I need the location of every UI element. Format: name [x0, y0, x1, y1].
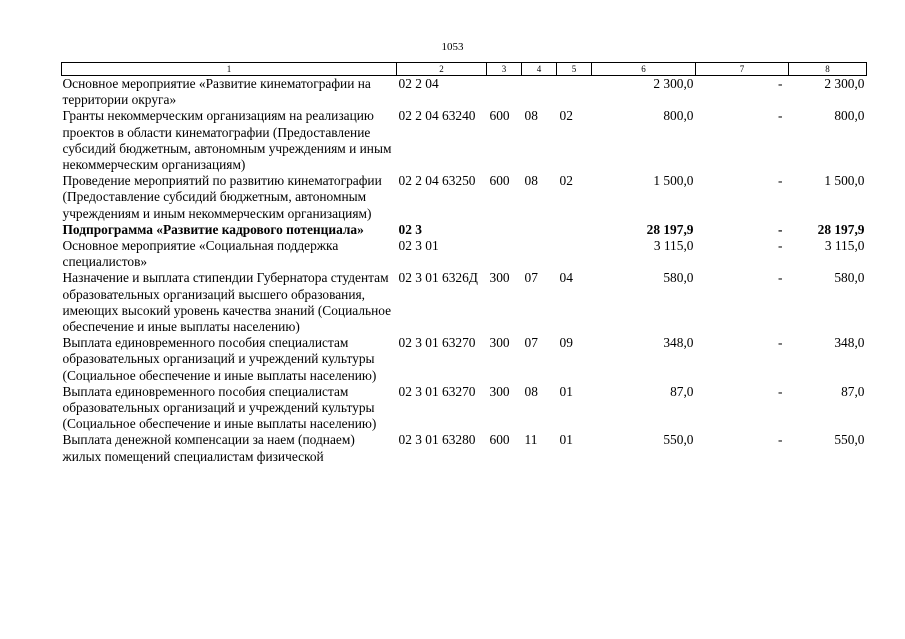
row-expense-type: 600	[489, 173, 510, 189]
row-subsection	[557, 222, 592, 238]
table-row	[62, 222, 867, 238]
row-subsection: 01	[559, 383, 573, 399]
row-expense-type	[487, 222, 522, 238]
row-subsection: 02	[559, 108, 573, 124]
column-header-5: 5	[557, 63, 592, 76]
row-total: 3 115,0	[824, 238, 865, 254]
row-code: 02 2 04	[398, 76, 439, 91]
row-expense-type	[487, 238, 522, 270]
row-code: 02 2 04 63240	[398, 108, 476, 124]
row-sum: 580,0	[663, 270, 694, 286]
column-header-2: 2	[397, 63, 487, 76]
row-code: 02 3	[398, 221, 422, 237]
row-change: -	[778, 270, 783, 286]
row-name: Выплата единовременного пособия специалистам образовательных организаций и учреждений культуры (Социальное обеспечение и иные выплаты населению)	[62, 383, 377, 432]
row-expense-type: 600	[489, 108, 510, 124]
row-sum: 348,0	[663, 335, 694, 351]
row-total: 1 500,0	[824, 173, 865, 189]
row-code: 02 3 01 63270	[398, 335, 476, 351]
row-total: 580,0	[834, 270, 865, 286]
row-change: -	[778, 432, 783, 448]
row-sum: 550,0	[663, 432, 694, 448]
table-row	[62, 108, 867, 173]
row-subsection: 09	[559, 335, 573, 351]
row-total: 800,0	[834, 108, 865, 124]
row-code: 02 3 01 6326Д	[398, 270, 478, 286]
row-change: -	[778, 221, 783, 237]
table-row	[62, 270, 867, 335]
row-total: 28 197,9	[817, 221, 865, 237]
row-subsection: 04	[559, 270, 573, 286]
column-header-7: 7	[696, 63, 789, 76]
row-section: 08	[524, 383, 538, 399]
row-code: 02 3 01	[398, 238, 439, 254]
row-name: Подпрограмма «Развитие кадрового потенциала»	[62, 221, 364, 237]
row-sum: 2 300,0	[653, 76, 694, 91]
row-expense-type: 300	[489, 383, 510, 399]
row-expense-type: 600	[489, 432, 510, 448]
row-subsection: 02	[559, 173, 573, 189]
column-header-6: 6	[592, 63, 696, 76]
table-row	[62, 173, 867, 222]
row-section	[522, 76, 557, 109]
column-header-1: 1	[62, 63, 397, 76]
row-change: -	[778, 383, 783, 399]
row-name: Гранты некоммерческим организациям на реализацию проектов в области кинематографии (Предоставление субсидий бюджетным, автономным учреждениям и иным некоммерческим организациям)	[62, 108, 392, 173]
row-name: Выплата единовременного пособия специалистам образовательных организаций и учреждений культуры (Социальное обеспечение и иные выплаты населению)	[62, 335, 377, 383]
row-sum: 87,0	[670, 383, 694, 399]
column-header-4: 4	[522, 63, 557, 76]
budget-table	[61, 62, 867, 465]
row-expense-type: 300	[489, 270, 510, 286]
row-name: Основное мероприятие «Развитие кинематографии на территории округа»	[62, 76, 371, 108]
row-subsection	[557, 238, 592, 270]
row-section	[522, 238, 557, 270]
row-code: 02 2 04 63250	[398, 173, 476, 189]
row-code: 02 3 01 63270	[398, 383, 476, 399]
row-total: 348,0	[834, 335, 865, 351]
row-section	[522, 222, 557, 238]
row-name: Выплата денежной компенсации за наем (поднаем) жилых помещений специалистам физической	[62, 432, 355, 464]
row-change: -	[778, 238, 783, 254]
row-sum: 3 115,0	[653, 238, 694, 254]
table-row	[62, 238, 867, 270]
row-section: 11	[524, 432, 538, 448]
table-row	[62, 76, 867, 109]
row-change: -	[778, 108, 783, 124]
row-sum: 800,0	[663, 108, 694, 124]
row-name: Назначение и выплата стипендии Губернатора студентам образовательных организаций высшего образования, имеющих высокий уровень качества знаний (Социальное обеспечение и иные выплаты населению)	[62, 270, 392, 335]
row-total: 550,0	[834, 432, 865, 448]
page-number: 1053	[441, 41, 464, 53]
column-header-3: 3	[487, 63, 522, 76]
row-change: -	[778, 173, 783, 189]
table-row	[62, 432, 867, 464]
table-row	[62, 384, 867, 433]
row-expense-type: 300	[489, 335, 510, 351]
row-total: 87,0	[841, 383, 865, 399]
row-expense-type	[487, 76, 522, 109]
row-subsection	[557, 76, 592, 109]
row-section: 07	[524, 270, 538, 286]
row-subsection: 01	[559, 432, 573, 448]
row-section: 07	[524, 335, 538, 351]
row-total: 2 300,0	[824, 76, 865, 91]
row-change: -	[778, 335, 783, 351]
column-header-8: 8	[789, 63, 867, 76]
row-name: Проведение мероприятий по развитию кинематографии (Предоставление субсидий бюджетным, автономным учреждениям и иным некоммерческим организациям)	[62, 173, 382, 221]
row-sum: 28 197,9	[646, 221, 694, 237]
row-name: Основное мероприятие «Социальная поддержка специалистов»	[62, 238, 339, 270]
row-change: -	[778, 76, 783, 91]
row-section: 08	[524, 173, 538, 189]
row-section: 08	[524, 108, 538, 124]
row-code: 02 3 01 63280	[398, 432, 476, 448]
table-row	[62, 335, 867, 384]
table-header-row	[62, 63, 867, 76]
row-sum: 1 500,0	[653, 173, 694, 189]
